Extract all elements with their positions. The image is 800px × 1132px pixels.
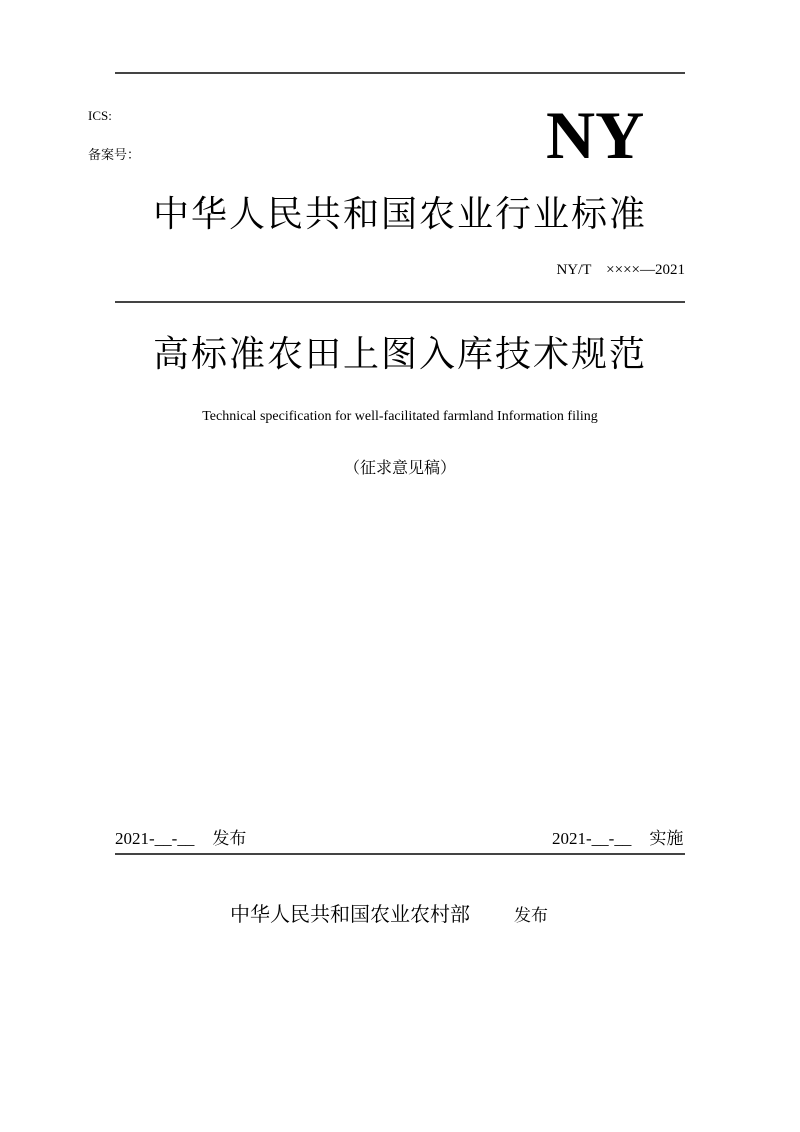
implement-label: 实施 <box>649 829 684 849</box>
title-rule <box>115 301 685 303</box>
draft-status: （征求意见稿） <box>343 460 456 477</box>
top-rule <box>115 72 685 74</box>
publisher-name: 中华人民共和国农业农村部 <box>230 902 470 926</box>
issue-label: 发布 <box>212 829 247 849</box>
publisher-label: 发布 <box>514 906 548 926</box>
standard-number: NY/T ××××—2021 <box>556 262 685 278</box>
standard-type-heading: 中华人民共和国农业行业标准 <box>152 194 647 235</box>
document-title-cn: 高标准农田上图入库技术规范 <box>152 334 647 375</box>
issue-date-block <box>115 824 246 849</box>
issue-date: 2021-__-__ <box>115 829 195 848</box>
bottom-rule <box>115 853 685 855</box>
implement-date-block <box>552 824 683 849</box>
implement-date: 2021-__-__ <box>552 829 632 848</box>
publisher-block <box>230 898 548 927</box>
ny-logo: NY <box>546 97 645 173</box>
record-number-label: 备案号： <box>88 147 141 162</box>
ics-label: ICS: <box>88 108 112 123</box>
document-title-en: Technical specification for well-facilitated farmland Information filing <box>202 409 598 424</box>
